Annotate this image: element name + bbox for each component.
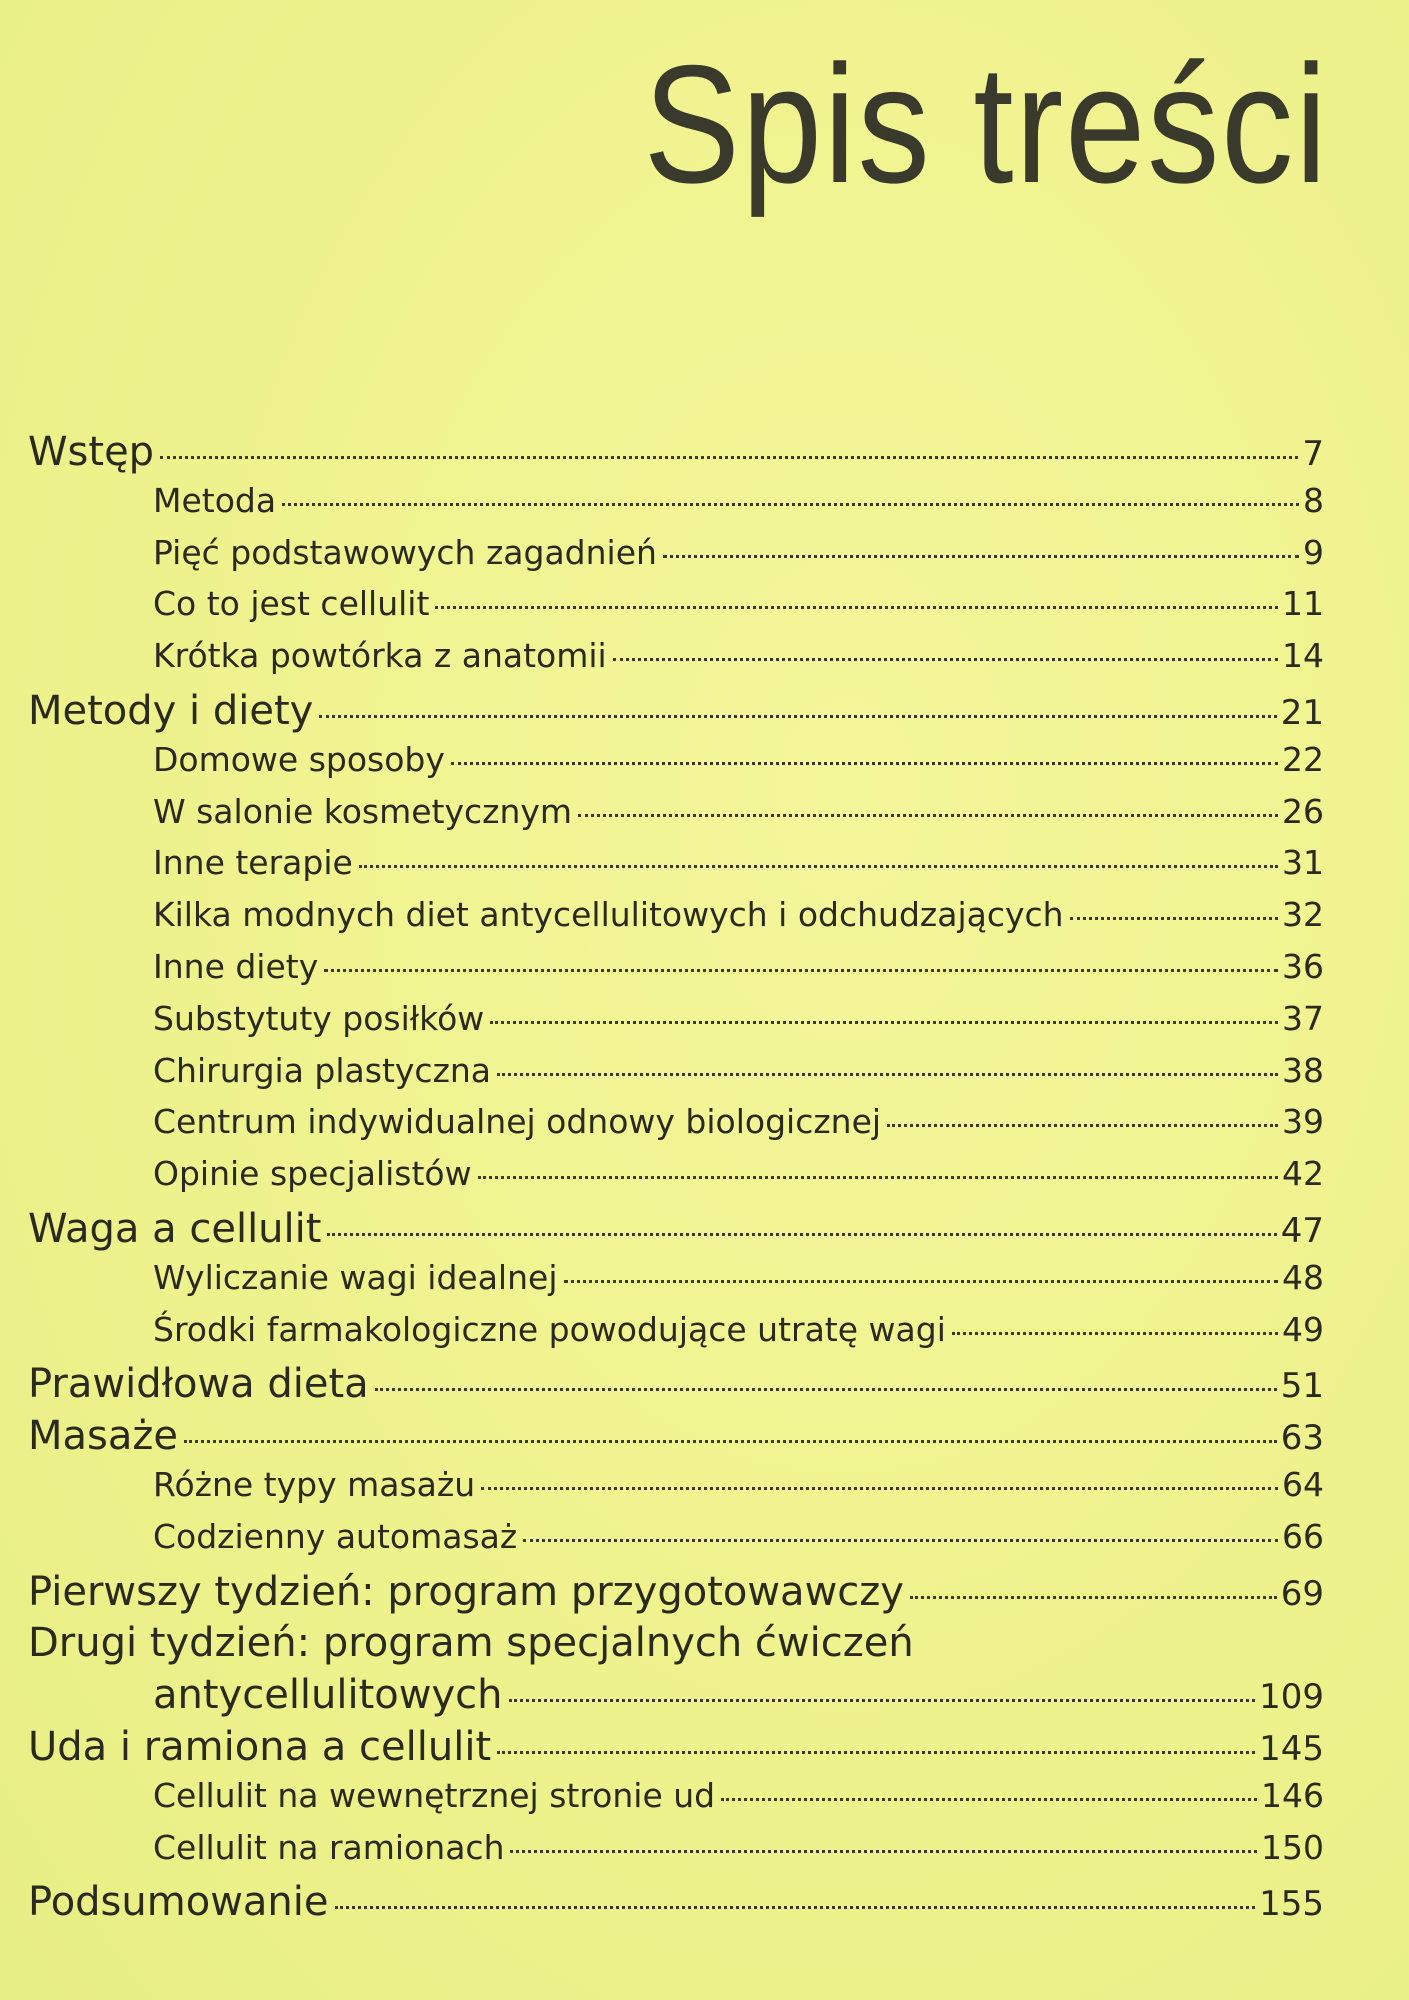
- toc-entry-title: Substytuty posiłków: [153, 998, 485, 1038]
- dot-leader: [451, 762, 1278, 765]
- toc-section: [28, 636, 1324, 688]
- toc-entry-title: Waga a cellulit: [28, 1205, 322, 1252]
- toc-page-number: 22: [1282, 739, 1324, 779]
- toc-entry-title: Wstęp: [28, 429, 155, 475]
- toc-entry-title: Wyliczanie wagi idealnej: [153, 1257, 558, 1297]
- toc-page-number: 39: [1282, 1102, 1324, 1142]
- dot-leader: [1070, 917, 1278, 920]
- dot-leader: [435, 606, 1278, 609]
- toc-entry-title: Pierwszy tydzień: program przygotowawczy: [28, 1568, 904, 1615]
- dot-leader: [375, 1388, 1277, 1391]
- toc-page-number: 37: [1282, 998, 1324, 1038]
- toc-entry-title: Kilka modnych diet antycellulitowych i odchudzających: [153, 895, 1064, 935]
- dot-leader: [184, 1440, 1277, 1443]
- toc-page-number: 26: [1282, 791, 1324, 831]
- toc-entry-title: Inne diety: [153, 946, 319, 986]
- toc-section: [28, 999, 1324, 1051]
- toc-page-number: 14: [1282, 636, 1324, 676]
- toc-page-number: 47: [1280, 1210, 1324, 1251]
- toc-chapter: [28, 1206, 1324, 1258]
- dot-leader: [510, 1850, 1257, 1853]
- toc-page-number: 66: [1282, 1516, 1324, 1556]
- toc-section: [28, 895, 1324, 947]
- toc-page-number: 109: [1259, 1677, 1324, 1718]
- toc-entry-title: Krótka powtórka z anatomii: [153, 636, 607, 676]
- toc-entry-title: Domowe sposoby: [153, 739, 445, 779]
- dot-leader: [887, 1124, 1278, 1127]
- toc-section: [28, 1465, 1324, 1517]
- toc-entry-title: Centrum indywidualnej odnowy biologicznej: [153, 1102, 882, 1142]
- toc-entry-title: Różne typy masażu: [153, 1464, 476, 1504]
- dot-leader: [497, 1751, 1255, 1754]
- toc-chapter: [28, 1569, 1324, 1621]
- toc-chapter: [28, 688, 1324, 740]
- dot-leader: [523, 1539, 1278, 1542]
- toc-chapter: [28, 429, 1324, 481]
- dot-leader: [359, 865, 1278, 868]
- toc-entry-continuation: [28, 1672, 1324, 1724]
- toc-page-number: 42: [1282, 1154, 1324, 1194]
- toc-page-number: 49: [1282, 1309, 1324, 1349]
- toc-entry-title: Opinie specjalistów: [153, 1154, 472, 1194]
- toc-entry-title: Prawidłowa dieta: [28, 1361, 369, 1408]
- toc-page-number: 32: [1282, 895, 1324, 935]
- toc-section: [28, 481, 1324, 533]
- toc-page-number: 146: [1261, 1775, 1324, 1815]
- dot-leader: [721, 1798, 1257, 1801]
- table-of-contents: [28, 429, 1324, 1931]
- toc-section: [28, 843, 1324, 895]
- toc-entry-title: Codzienny automasaż: [153, 1516, 518, 1556]
- toc-section: [28, 1258, 1324, 1310]
- dot-leader: [578, 814, 1278, 817]
- dot-leader: [497, 1073, 1278, 1076]
- dot-leader: [952, 1332, 1278, 1335]
- toc-page-number: 51: [1280, 1366, 1324, 1407]
- dot-leader: [324, 969, 1278, 972]
- page-title: Spis treści: [643, 30, 1329, 218]
- toc-page-number: 145: [1259, 1728, 1324, 1769]
- toc-entry-title: Chirurgia plastyczna: [153, 1050, 492, 1090]
- toc-page-number: 21: [1280, 692, 1324, 733]
- toc-entry: [28, 1620, 1324, 1672]
- toc-chapter: [28, 1879, 1324, 1931]
- toc-entry-title: Metody i diety: [28, 687, 314, 734]
- dot-leader: [327, 1233, 1276, 1236]
- toc-section: [28, 740, 1324, 792]
- toc-section: [28, 1154, 1324, 1206]
- toc-entry-title: Co to jest cellulit: [153, 584, 430, 624]
- toc-entry-title: Inne terapie: [153, 843, 353, 883]
- toc-entry-title: Środki farmakologiczne powodujące utratę wagi: [153, 1309, 946, 1349]
- dot-leader: [282, 503, 1299, 506]
- toc-section: [28, 947, 1324, 999]
- toc-entry-title: Drugi tydzień: program specjalnych ćwiczeń: [28, 1620, 914, 1667]
- toc-page-number: 63: [1280, 1418, 1324, 1459]
- dot-leader: [564, 1280, 1279, 1283]
- toc-page-number: 155: [1259, 1884, 1324, 1925]
- toc-section: [28, 792, 1324, 844]
- toc-page-number: 48: [1282, 1257, 1324, 1297]
- toc-chapter: [28, 1413, 1324, 1465]
- dot-leader: [509, 1699, 1256, 1702]
- dot-leader: [160, 456, 1298, 459]
- toc-entry-title: Masaże: [28, 1413, 178, 1460]
- toc-entry-title: Podsumowanie: [28, 1879, 329, 1926]
- toc-entry-title: Cellulit na ramionach: [153, 1827, 505, 1867]
- toc-section: [28, 1310, 1324, 1362]
- toc-section: [28, 1776, 1324, 1828]
- dot-leader: [910, 1596, 1277, 1599]
- toc-page-number: 64: [1282, 1464, 1324, 1504]
- toc-chapter: [28, 1724, 1324, 1776]
- toc-entry-title: Uda i ramiona a cellulit: [28, 1723, 492, 1770]
- toc-entry-title: Cellulit na wewnętrznej stronie ud: [153, 1775, 716, 1815]
- toc-page-number: 31: [1282, 843, 1324, 883]
- dot-leader: [613, 658, 1278, 661]
- dot-leader: [335, 1906, 1256, 1909]
- dot-leader: [481, 1487, 1278, 1490]
- toc-entry-title: W salonie kosmetycznym: [153, 791, 573, 831]
- toc-page-number: 8: [1303, 480, 1324, 520]
- toc-page-number: 36: [1282, 946, 1324, 986]
- toc-page-number: 11: [1282, 584, 1324, 624]
- toc-section: [28, 1517, 1324, 1569]
- toc-section: [28, 1828, 1324, 1880]
- dot-leader: [478, 1176, 1278, 1179]
- toc-section: [28, 584, 1324, 636]
- toc-page-number: 150: [1261, 1827, 1324, 1867]
- dot-leader: [490, 1021, 1278, 1024]
- toc-page-number: 69: [1280, 1573, 1324, 1614]
- dot-leader: [319, 715, 1276, 718]
- toc-entry-title-continued: antycellulitowych: [153, 1672, 503, 1719]
- toc-page-number: 38: [1282, 1050, 1324, 1090]
- dot-leader: [663, 555, 1299, 558]
- toc-page-number: 7: [1302, 434, 1324, 474]
- toc-chapter: [28, 1361, 1324, 1413]
- toc-entry-title: Metoda: [153, 480, 277, 520]
- toc-section: [28, 1051, 1324, 1103]
- toc-page-number: 9: [1303, 532, 1324, 572]
- toc-section: [28, 1102, 1324, 1154]
- toc-entry-title: Pięć podstawowych zagadnień: [153, 532, 657, 572]
- toc-section: [28, 533, 1324, 585]
